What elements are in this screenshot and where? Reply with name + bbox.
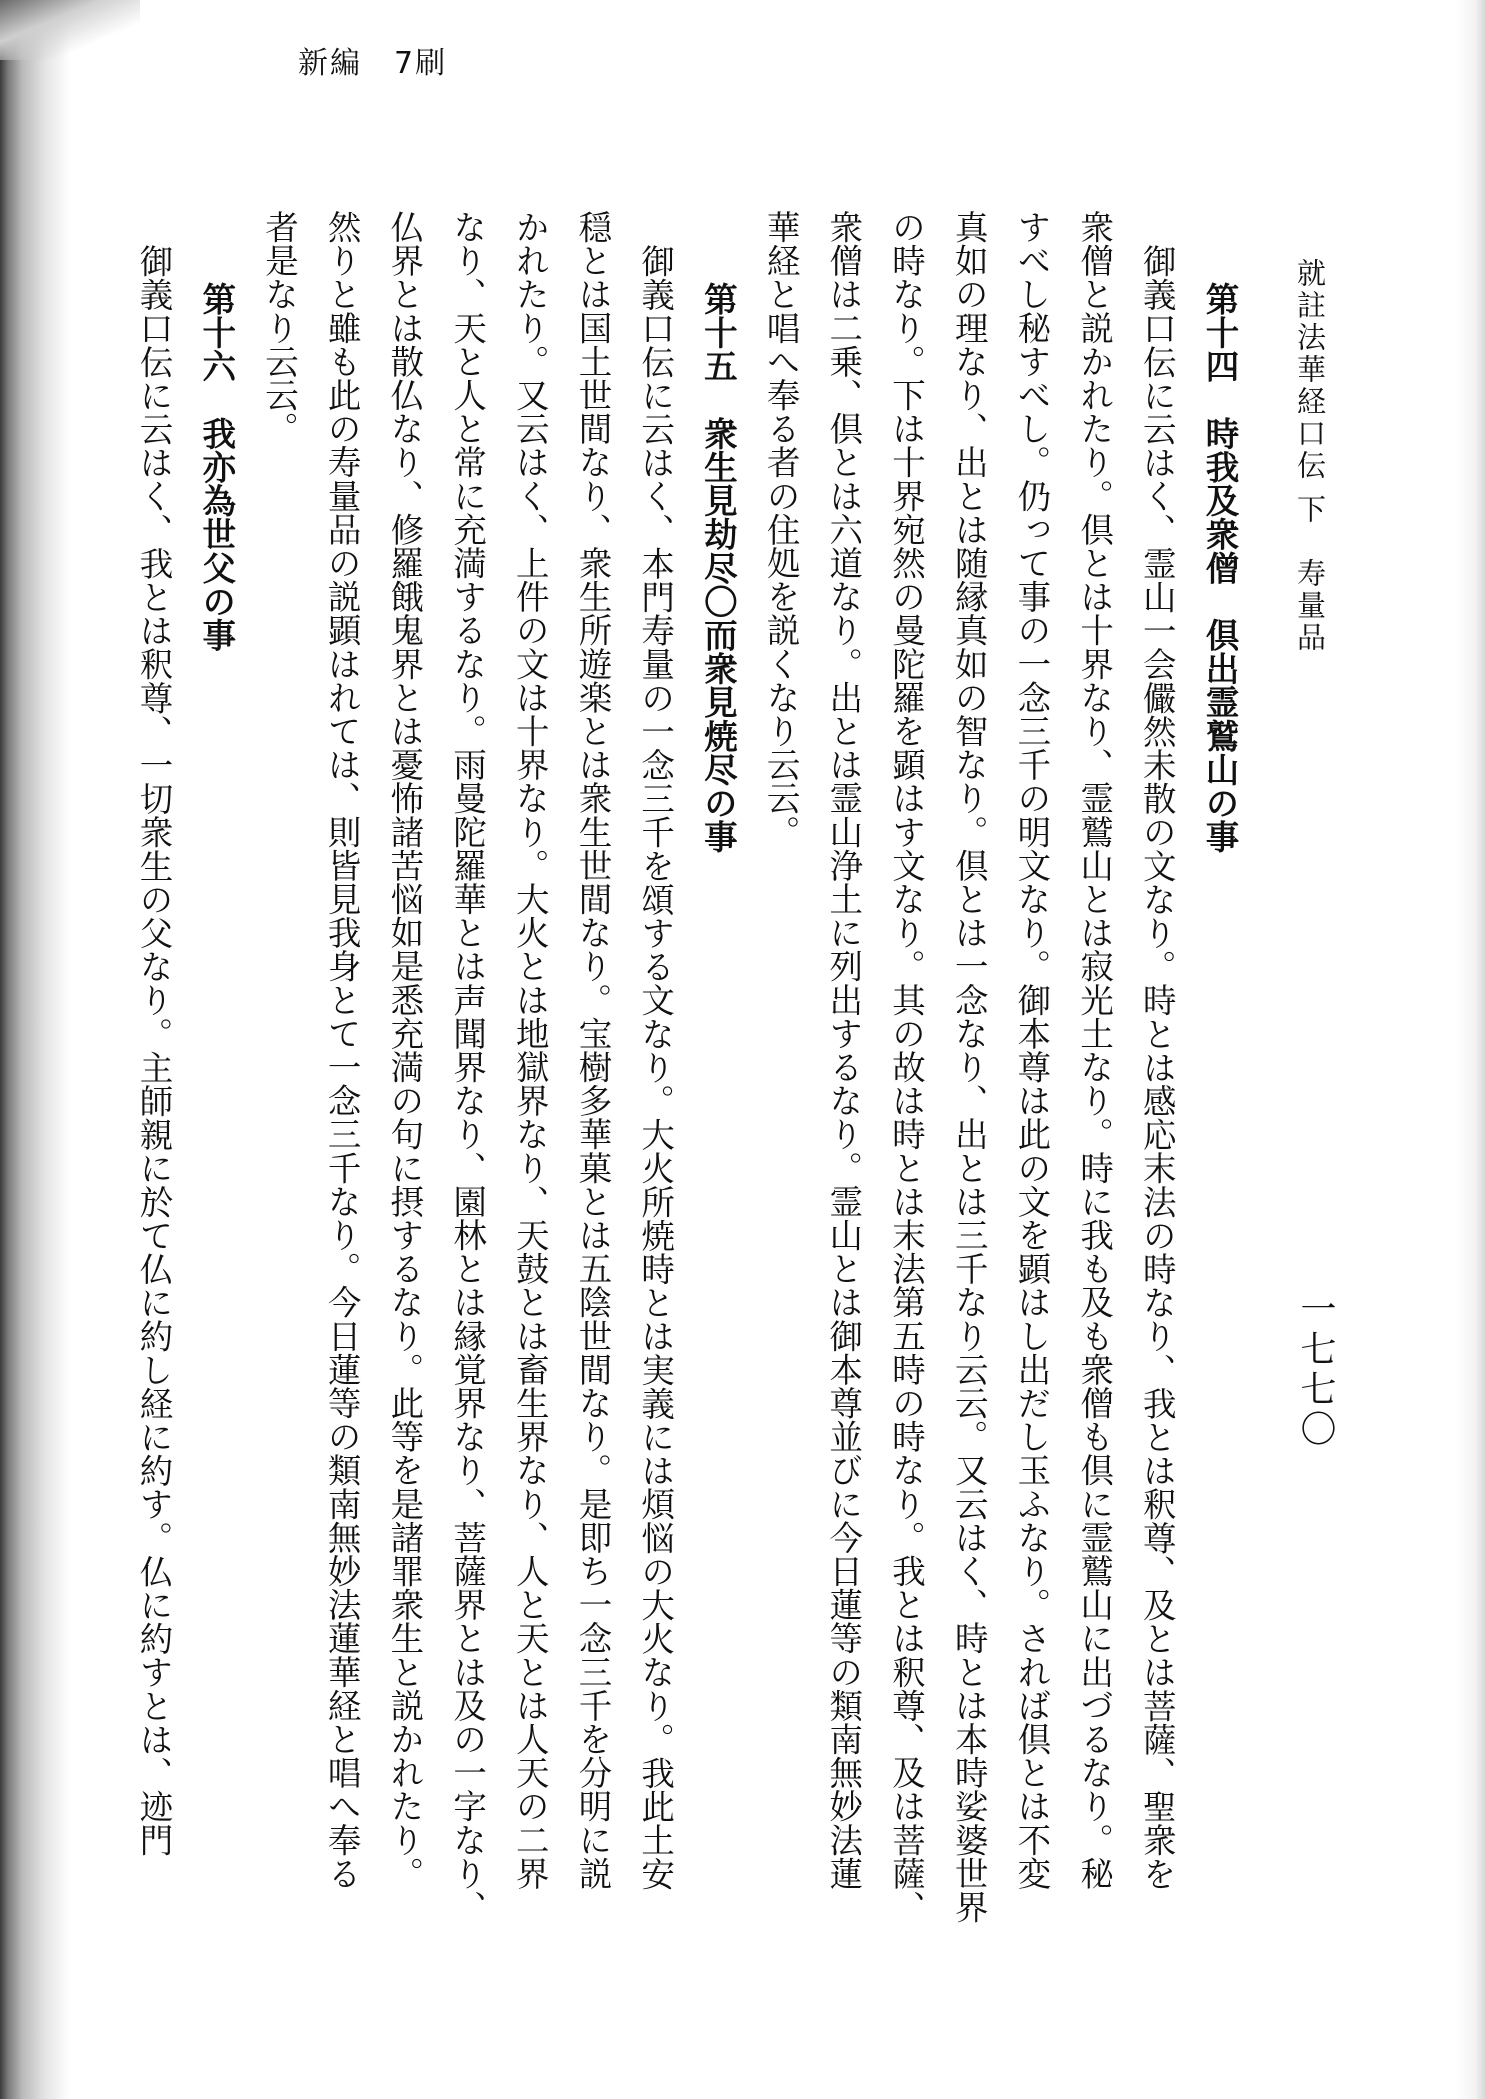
- text-line: 衆僧と説かれたり。倶とは十界なり、霊鷲山とは寂光土なり。時に我も及も衆僧も倶に霊鷲山に出づるなり。秘: [1074, 210, 1114, 1890]
- page-corner-shadow: [0, 0, 140, 60]
- text-line: 華経と唱へ奉る者の住処を説くなり云云。: [761, 210, 801, 849]
- text-line: なり、天と人と常に充満するなり。雨曼陀羅華とは声聞界なり、園林とは縁覚界なり、菩薩界とは及の一字なり、: [447, 210, 487, 1924]
- text-line: 衆僧は二乗、倶とは六道なり。出とは霊山浄土に列出するなり。霊山とは御本尊並びに今日蓮等の類南無妙法蓮: [823, 210, 863, 1890]
- text-line: 御義口伝に云はく、霊山一会儼然未散の文なり。時とは感応末法の時なり、我とは釈尊、及とは菩薩、聖衆を: [1137, 244, 1177, 1891]
- text-line: 真如の理なり、出とは随縁真如の智なり。倶とは一念なり、出とは三千なり云云。又云はく、時とは本時娑婆世界: [949, 210, 989, 1924]
- vertical-text-body: [134, 210, 1250, 1970]
- running-head: 就註法華経口伝 下 寿量品: [1293, 258, 1327, 655]
- text-line: の時なり。下は十界宛然の曼陀羅を顕はす文なり。其の故は時とは末法第五時の時なり。我とは釈尊、及は菩薩、: [886, 210, 926, 1924]
- text-line: 御義口伝に云はく、我とは釈尊、一切衆生の父なり。主師親に於て仏に約し経に約す。仏に約すとは、迹門: [134, 244, 174, 1857]
- section-heading-16: 第十六 我亦為世父の事: [196, 282, 236, 652]
- text-line: すべし秘すべし。仍って事の一念三千の明文なり。御本尊は此の文を顕はし出だし玉ふなり。されば倶とは不変: [1011, 210, 1051, 1890]
- page-gutter-shadow: [0, 0, 70, 2099]
- page-number: 一七七〇: [1295, 1290, 1336, 1450]
- section-heading-15: 第十五 衆生見劫尽〇而衆見焼尽の事: [698, 282, 738, 854]
- text-line: 穏とは国土世間なり、衆生所遊楽とは衆生世間なり。宝樹多華菓とは五陰世間なり。是即ち一念三千を分明に説: [572, 210, 612, 1890]
- text-line: 御義口伝に云はく、本門寿量の一念三千を頌する文なり。大火所焼時とは実義には煩悩の大火なり。我此土安: [635, 244, 675, 1891]
- text-line: 仏界とは散仏なり、修羅餓鬼界とは憂怖諸苦悩如是悉充満の句に摂するなり。此等を是諸罪衆生と説かれたり。: [384, 210, 424, 1890]
- section-heading-14: 第十四 時我及衆僧 倶出霊鷲山の事: [1200, 282, 1239, 854]
- text-line: 者是なり云云。: [259, 210, 299, 446]
- text-line: 然りと雖も此の寿量品の説顕はれては、則皆見我身とて一念三千なり。今日蓮等の類南無妙法蓮華経と唱へ奉る: [322, 210, 362, 1890]
- page-edge-shadow: [1455, 0, 1485, 2099]
- text-line: かれたり。又云はく、上件の文は十界なり。大火とは地獄界なり、天鼓とは畜生界なり、人と天とは人天の二界: [510, 210, 550, 1890]
- edition-label: 新編 7刷: [298, 46, 448, 81]
